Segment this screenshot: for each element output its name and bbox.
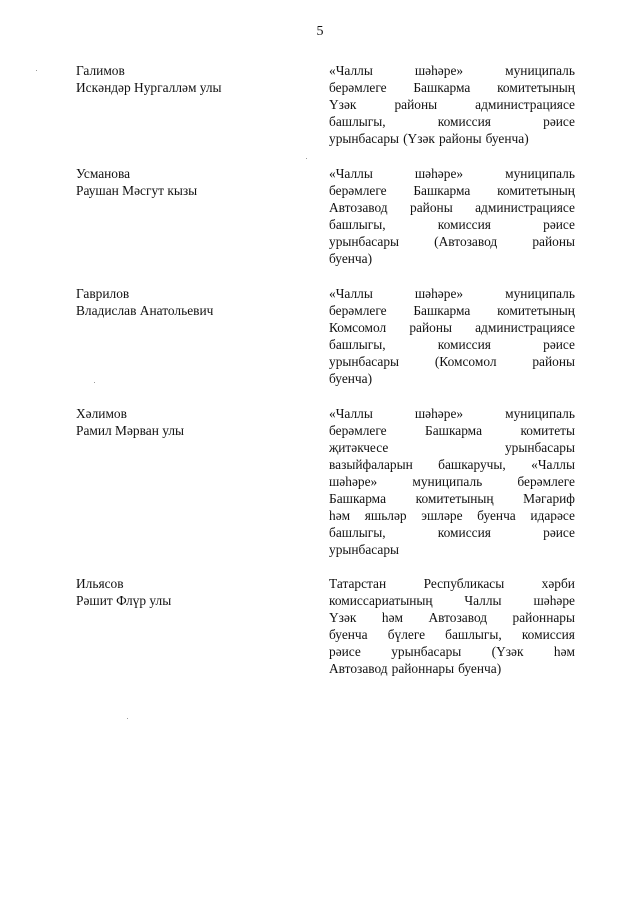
member-position [329,575,575,677]
scan-speck [94,382,95,383]
position-line: Үзәк районы администрациясе [329,97,575,112]
member-surname: Ильясов [76,576,124,591]
position-line: берәмлеге Башкарма комитетының [329,183,575,198]
member-surname: Гаврилов [76,286,130,301]
position-line: Татарстан Республикасы хәрби [329,576,575,591]
position-line: буенча) [329,371,373,386]
scan-speck [36,70,37,71]
member-name [76,285,306,319]
scan-speck [127,718,128,719]
page-number: 5 [316,24,324,39]
position-line: урынбасары (Комсомол районы [329,354,575,369]
position-line: шәһәре» муниципаль берәмлеге [329,474,575,489]
member-name [76,405,306,439]
member-name [76,575,306,609]
position-line: башлыгы, комиссия рәисе [329,525,575,540]
position-line: Комсомол районы администрациясе [329,320,575,335]
position-line: комиссариатының Чаллы шәһәре [329,593,575,608]
position-line: Автозавод районы администрациясе [329,200,575,215]
position-line: башлыгы, комиссия рәисе [329,217,575,232]
position-line: «Чаллы шәһәре» муниципаль [329,63,575,78]
scan-speck [306,158,307,159]
position-line: буенча) [329,251,373,266]
member-given-names: Рәшит Флүр улы [76,593,172,608]
position-line: Үзәк һәм Автозавод районнары [329,610,575,625]
member-surname: Усманова [76,166,131,181]
position-line: башлыгы, комиссия рәисе [329,337,575,352]
position-line: урынбасары (Автозавод районы [329,234,575,249]
position-line: җитәкчесе урынбасары [329,440,575,455]
position-line: вазыйфаларын башкаручы, «Чаллы [329,457,575,472]
position-line: башлыгы, комиссия рәисе [329,114,575,129]
member-position [329,165,575,267]
member-position [329,405,575,558]
member-name [76,62,306,96]
member-given-names: Рамил Мәрван улы [76,423,184,438]
position-line: берәмлеге Башкарма комитетының [329,80,575,95]
member-surname: Галимов [76,63,125,78]
member-given-names: Раушан Мәсгут кызы [76,183,198,198]
member-given-names: Владислав Анатольевич [76,303,214,318]
position-line: «Чаллы шәһәре» муниципаль [329,166,575,181]
position-line: урынбасары [329,542,400,557]
member-position [329,62,575,147]
member-position [329,285,575,387]
member-name [76,165,306,199]
position-line: һәм яшьләр эшләре буенча идарәсе [329,508,575,523]
member-given-names: Искәндәр Нургалләм улы [76,80,222,95]
position-line: рәисе урынбасары (Үзәк һәм [329,644,575,659]
position-line: берәмлеге Башкарма комитеты [329,423,575,438]
member-surname: Хәлимов [76,406,127,421]
position-line: урынбасары (Үзәк районы буенча) [329,131,529,146]
position-line: «Чаллы шәһәре» муниципаль [329,406,575,421]
position-line: буенча бүлеге башлыгы, комиссия [329,627,575,642]
position-line: Автозавод районнары буенча) [329,661,502,676]
position-line: «Чаллы шәһәре» муниципаль [329,286,575,301]
position-line: Башкарма комитетының Мәгариф [329,491,575,506]
position-line: берәмлеге Башкарма комитетының [329,303,575,318]
